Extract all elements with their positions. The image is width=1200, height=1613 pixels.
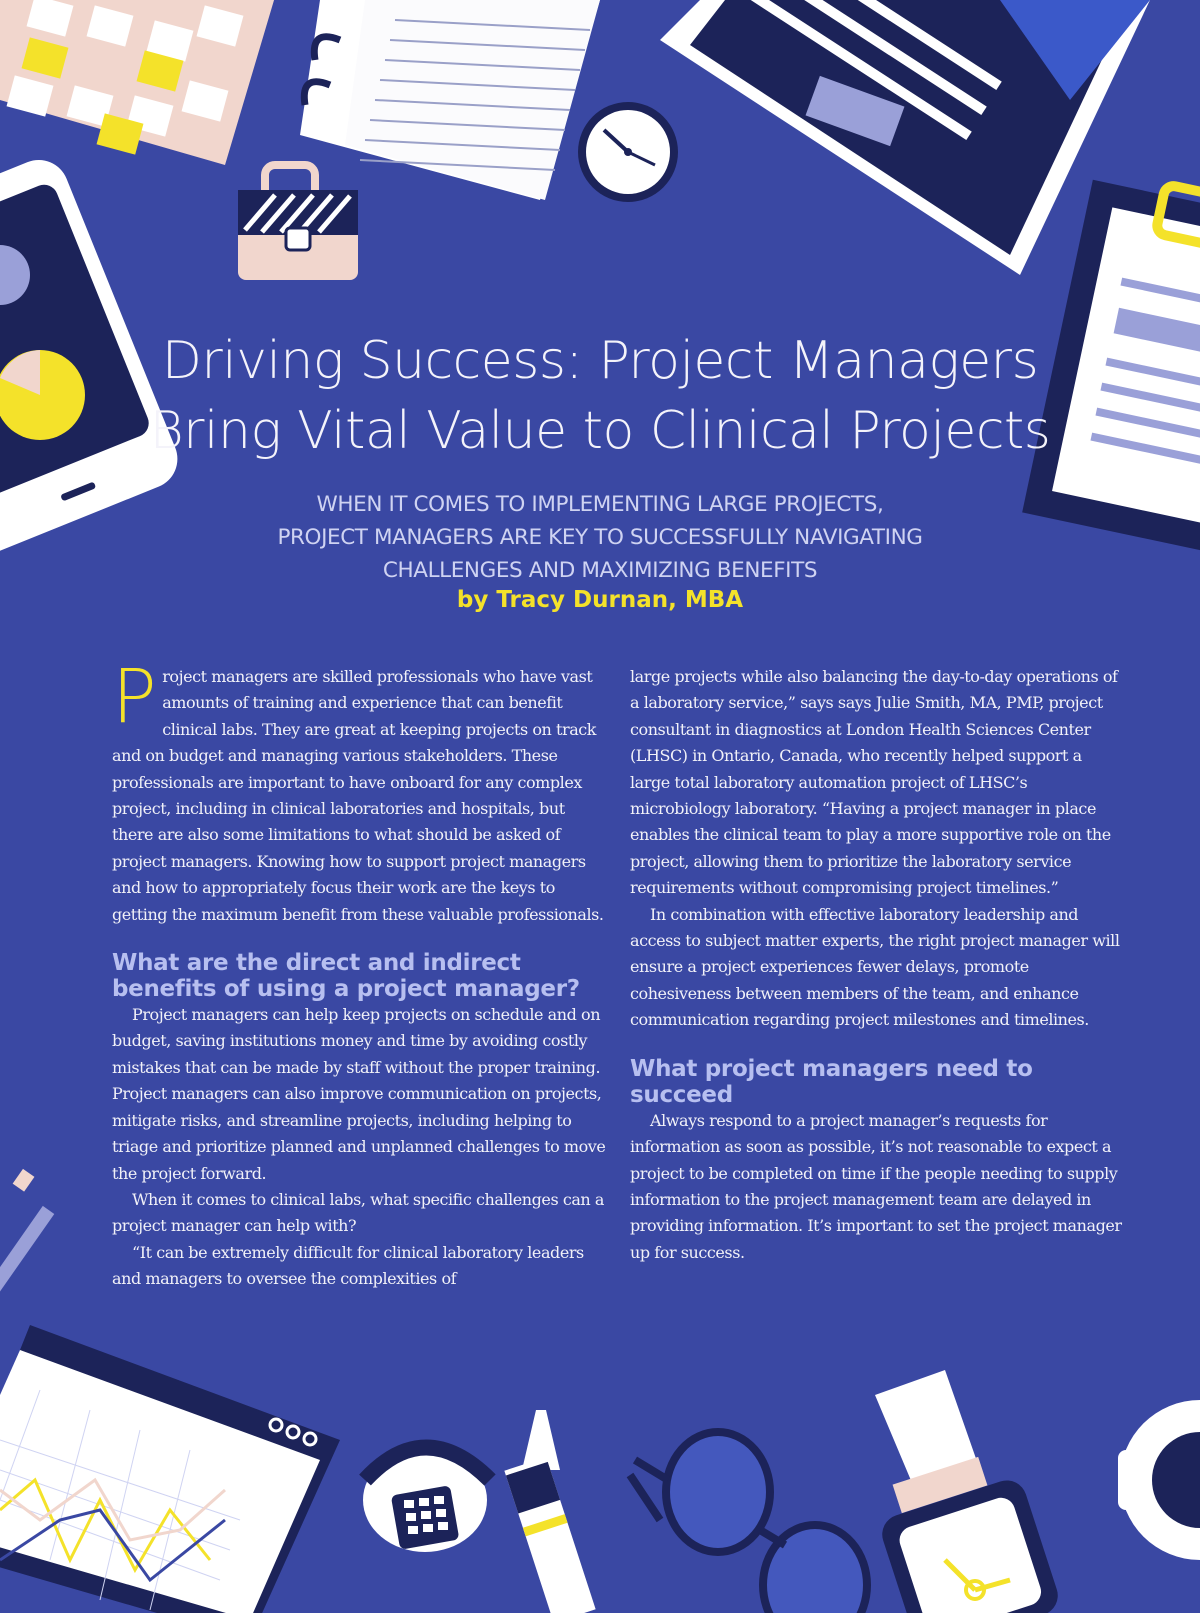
article-column-left <box>112 654 606 1293</box>
title-line: Driving Success: Project Managers <box>161 331 1039 391</box>
article-subtitle <box>150 488 1050 587</box>
article-column-right <box>630 664 1124 1266</box>
section-heading: What project managers need to succeed <box>630 1055 1033 1108</box>
briefcase-icon <box>238 165 358 280</box>
body-paragraph: When it comes to clinical labs, what specific challenges can a project manager can help with? <box>112 1189 605 1236</box>
chart-window-icon <box>0 1325 340 1613</box>
body-paragraph: In combination with effective laboratory leadership and access to subject matter experts, the right project manager will ensure a project experiences fewer delays, promote cohesiveness between members of the team, and enhance communication regarding project milestones and timelines. <box>630 904 1120 1030</box>
telephone-icon <box>363 1448 490 1553</box>
drop-cap: P <box>112 654 157 740</box>
intro-text: roject managers are skilled professionals who have vast amounts of training and experience that can benefit clinical labs. They are great at keeping projects on track and on budget and managing various stakeholders. These professionals are important to have onboard for any complex project, including in clinical laboratories and hospitals, but there are also some limitations to what should be asked of project managers. Knowing how to support project managers and how to appropriately focus their work are the keys to getting the maximum benefit from these valuable professionals. <box>112 667 604 924</box>
section-heading: What are the direct and indirect benefits of using a project manager? <box>112 950 580 1003</box>
eyeglasses-icon <box>630 1432 867 1613</box>
pencil-icon <box>0 1169 54 1304</box>
body-paragraph: large projects while also balancing the day-to-day operations of a laboratory service,” says says Julie Smith, MA, PMP, project consultant in diagnostics at London Health Sciences Center (LHSC) in Ontario, Canada, who recently helped support a large total laboratory automation project of LHSC’s microbiology laboratory. “Having a project manager in place enables the clinical team to play a more supportive role on the project, allowing them to prioritize the laboratory service requirements without compromising project timelines.” <box>630 667 1118 898</box>
subtitle-line: WHEN IT COMES TO IMPLEMENTING LARGE PROJECTS, <box>316 492 884 517</box>
calendar-icon <box>0 0 280 165</box>
clock-icon <box>578 102 678 202</box>
body-paragraph: Always respond to a project manager’s requests for information as soon as possible, it’s not reasonable to expect a project to be completed on time if the people needing to supply information to the project management team are delayed in providing information. It’s important to set the project manager up for success. <box>630 1110 1122 1262</box>
byline: by Tracy Durnan, MBA <box>456 587 744 613</box>
laptop-icon <box>660 0 1150 275</box>
subtitle-line: CHALLENGES AND MAXIMIZING BENEFITS <box>382 558 818 583</box>
notepad-icon <box>300 0 600 200</box>
title-line: Bring Vital Value to Clinical Projects <box>149 401 1051 461</box>
wristwatch-icon <box>875 1370 1063 1613</box>
pen-icon <box>504 1410 595 1613</box>
body-paragraph: “It can be extremely difficult for clinical laboratory leaders and managers to oversee the complexities of <box>112 1242 584 1289</box>
subtitle-line: PROJECT MANAGERS ARE KEY TO SUCCESSFULLY NAVIGATING <box>277 525 923 550</box>
coffee-mug-icon <box>1118 1400 1200 1560</box>
article-title <box>100 326 1100 466</box>
body-paragraph: Project managers can help keep projects on schedule and on budget, saving institutions money and time by avoiding costly mistakes that can be made by staff without the proper training. Project managers can also improve communication on projects, mitigate risks, and streamline projects, including helping to triage and prioritize planned and unplanned challenges to move the project forward. <box>112 1005 606 1183</box>
intro-paragraph <box>112 654 606 928</box>
